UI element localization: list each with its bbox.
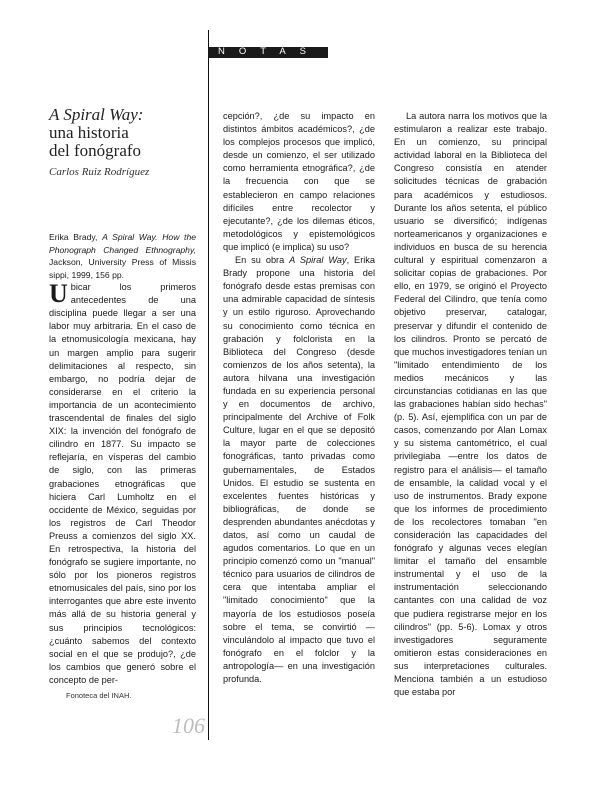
citation-book-title: A Spiral Way. How the Phonograph Changed Ethnography, [49, 232, 196, 255]
book-title-reference: A Spiral Way [289, 255, 347, 266]
paragraph-text: , Erika Brady propone una historia del fonógrafo desde estas premisas con una admirable capacidad de síntesis y un estilo riguroso. Aprovechando su conocimiento como técnica en grabación y folclorista en la Biblioteca del Congreso (desde comienzos de los años setenta), la autora hilvana una investigación fundada en su experiencia personal y en documentos de archivo, principalmente del Archive of Folk Culture, lugar en el que se depositó la mayor parte de colecciones fonográficas, tanto privadas como gubernamentales, de Estados Unidos. El estudio se sustenta en excelentes fuentes históricas y bibliográficas, de donde se desprenden abundantes anécdotas y datos, así como un caudal de agudos comentarios. Lo que en un principio comenzó como un "manual" técnico para usuarios de cilindros de cera que intentaba ampliar el "limitado conocimiento" que la mayoría de los estudiosos poseía sobre el tema, se convirtió —vinculándolo al impacto que tuvo el fonógrafo en el folclor y la antropología— en una investigación profunda. [223, 255, 375, 685]
review-title [49, 106, 196, 160]
paragraph-text: En su obra [235, 255, 290, 266]
column-3 [394, 110, 547, 699]
book-citation [49, 231, 196, 281]
page-number: 106 [172, 713, 205, 738]
column-2 [223, 110, 375, 686]
column-1 [49, 106, 196, 687]
body-paragraph: cepción?, ¿de su impacto en distintos ámbitos académicos?, ¿de los complejos procesos que implicó, desde un comienzo, el ser utilizado como herramienta etnográfica?, ¿de la frecuencia con que se establecieron en campo relaciones difíciles entre recolector y ejecutante?, ¿de los dilemas éticos, metodológicos y epistemológicos que implicó (e implica) su uso? [223, 111, 375, 252]
body-paragraph: La autora narra los motivos que la estimularon a realizar este trabajo. En un comienzo, su principal actividad laboral en la Biblioteca del Congreso consistía en atender solicitudes técnicas de grabación para académicos y estudiosos. Durante los años setenta, el público usuario se diversificó; indígenas norteamericanos y organizaciones e individuos en busca de su herencia cultural y espiritual comenzaron a solicitar copias de grabaciones. Por ello, en 1979, se originó el Proyecto Federal del Cilindro, que tenía como objetivo preservar, catalogar, preservar y difundir el contenido de los cilindros. Pronto se percató de que muchos investigadores tenían un "limitado entendimiento de los medios mecánicos y las circunstancias cotidianas en las que las grabaciones habían sido hechas" (p. 5). Así, ejemplifica con un par de casos, comenzando por Alan Lomax y su sistema cantométrico, el cual privilegiaba —entre los datos de registro para el análisis— el tamaño de ensamble, la calidad vocal y el uso de instrumentos. Brady expone que los informes de procedimiento de los recolectores tomaban "en consideración las capacidades del fonógrafo y algunas veces elegían limitar el tamaño del ensamble instrumental y el uso de la instrumentación seleccionando cantantes con una calidad de voz que pudiera registrarse mejor en los cilindros" (pp. 5-6). Lomax y otros investigadores seguramente omitieron estas consideraciones en sus interpretaciones culturales. Menciona también a un estudioso que estaba por [394, 111, 547, 698]
review-author: Carlos Ruiz Rodríguez [49, 166, 150, 178]
citation-author: Erika Brady, [49, 232, 98, 243]
citation-publisher: Jackson, University Press of Missis sippi, 1999, 156 pp. [49, 257, 196, 280]
drop-cap: U [49, 279, 68, 309]
review-title-line1: A Spiral Way: [49, 105, 144, 124]
review-title-line3: del fonógrafo [49, 141, 142, 160]
section-label: NOTAS [218, 46, 321, 57]
column-divider-rule [208, 30, 209, 740]
body-paragraph [223, 254, 375, 686]
photo-caption: Fonoteca del INAH. [66, 691, 132, 700]
body-paragraph [49, 281, 196, 687]
paragraph-text: bicar los primeros antecedentes de una disciplina puede llegar a ser una labor muy arbitraria. En el caso de la etnomusicología mexicana, hay un margen amplio para sugerir delimitaciones al respecto, sin embargo, no podría dejar de considerarse en el criterio la importancia de un acontecimiento trascendental de finales del siglo XIX: la invención del fonógrafo de cilindro en 1877. Su impacto se reflejaría, en vísperas del cambio de siglo, con las primeras grabaciones etnográficas que hiciera Carl Lumholtz en el occidente de México, seguidas por los registros de Carl Theodor Preuss a comienzos del siglo XX. En retrospectiva, la historia del fonógrafo se sugiere importante, no sólo por los pioneros registros etnomusicales del país, sino por los interrogantes que abre este invento más allá de su historia general y sus principios tecnológicos: ¿cuánto sabemos del contexto social en el que se produjo?, ¿de los cambios que generó sobre el concepto de per- [49, 282, 196, 685]
review-title-line2: una historia [49, 123, 129, 142]
